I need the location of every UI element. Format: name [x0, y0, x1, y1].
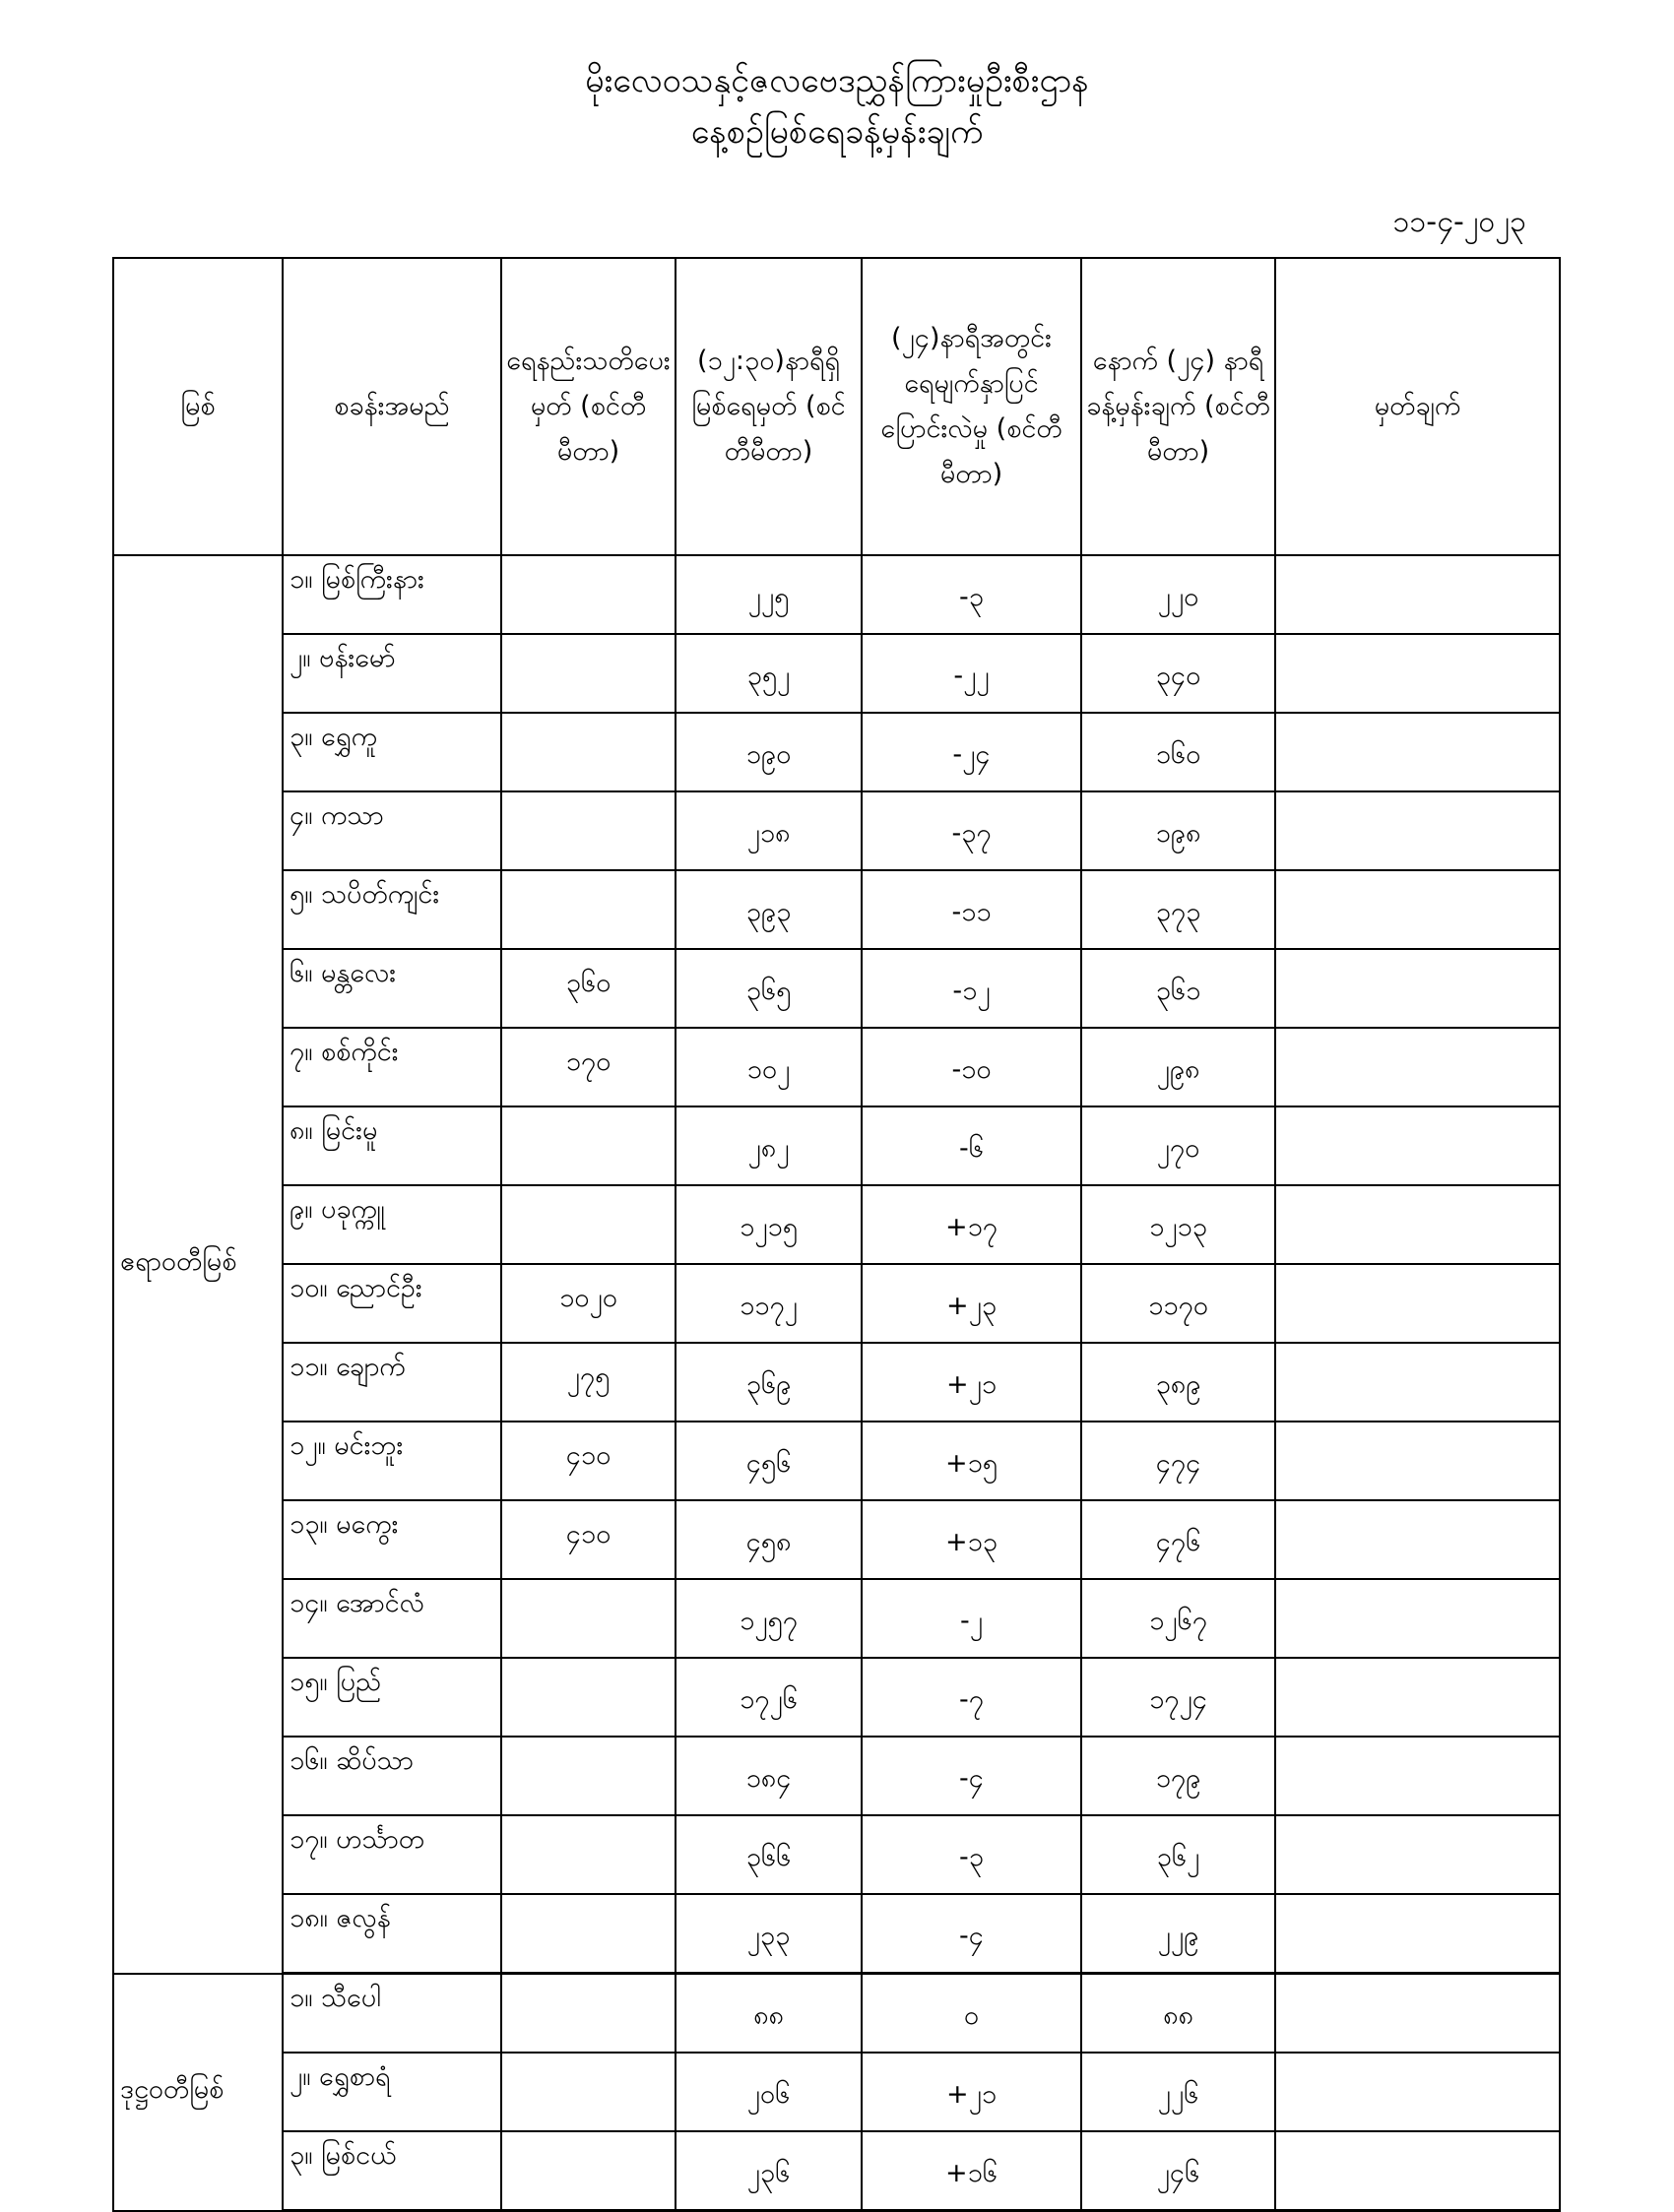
observed-level-cell: ၃၆၅: [676, 949, 862, 1028]
observed-level-cell: ၃၆၆: [676, 1815, 862, 1894]
observed-level-cell: ၂၀၆: [676, 2053, 862, 2131]
level-change-cell: -၃၇: [862, 791, 1081, 870]
level-change-cell: -၃: [862, 555, 1081, 634]
station-cell: ၃။ မြစ်ငယ်: [283, 2131, 501, 2211]
header-warning-level: ရေနည်းသတိပေးမှတ် (စင်တီမီတာ): [501, 258, 676, 555]
station-cell: ၁၅။ ပြည်: [283, 1658, 501, 1737]
warning-level-cell: [501, 1974, 676, 2054]
observed-level-cell: ၂၃၆: [676, 2131, 862, 2211]
warning-level-cell: [501, 1894, 676, 1974]
observed-level-cell: ၁၂၅၇: [676, 1579, 862, 1658]
level-change-cell: -၄: [862, 1737, 1081, 1815]
level-change-cell: +၂၁: [862, 1343, 1081, 1422]
warning-level-cell: [501, 1658, 676, 1737]
table-row: [113, 713, 1560, 791]
table-row: [113, 1500, 1560, 1579]
river-name-cell: ဧရာဝတီမြစ်: [113, 555, 283, 1974]
level-change-cell: +၁၆: [862, 2131, 1081, 2211]
station-cell: ၁။ မြစ်ကြီးနား: [283, 555, 501, 634]
station-cell: ၁၃။ မကွေး: [283, 1500, 501, 1579]
forecast-level-cell: ၈၈: [1081, 1974, 1275, 2054]
forecast-level-cell: ၄၇၆: [1081, 1500, 1275, 1579]
remarks-cell: [1275, 2053, 1560, 2131]
level-change-cell: +၂၁: [862, 2053, 1081, 2131]
table-row: [113, 1974, 1560, 2054]
forecast-level-cell: ၁၇၉: [1081, 1737, 1275, 1815]
observed-level-cell: ၂၈၂: [676, 1106, 862, 1185]
level-change-cell: -၁၂: [862, 949, 1081, 1028]
warning-level-cell: ၂၇၅: [501, 1343, 676, 1422]
observed-level-cell: ၄၅၈: [676, 1500, 862, 1579]
warning-level-cell: [501, 1185, 676, 1264]
level-change-cell: -၂၂: [862, 634, 1081, 713]
forecast-level-cell: ၃၆၂: [1081, 1815, 1275, 1894]
level-change-cell: ၀: [862, 1974, 1081, 2054]
level-change-cell: +၁၇: [862, 1185, 1081, 1264]
header-observed-level: (၁၂:၃၀)နာရီရှိ မြစ်ရေမှတ် (စင်တီမီတာ): [676, 258, 862, 555]
warning-level-cell: ၄၁၀: [501, 1500, 676, 1579]
station-cell: ၁၇။ ဟင်္သာတ: [283, 1815, 501, 1894]
remarks-cell: [1275, 1185, 1560, 1264]
forecast-level-cell: ၁၇၂၄: [1081, 1658, 1275, 1737]
warning-level-cell: [501, 791, 676, 870]
observed-level-cell: ၁၁၇၂: [676, 1264, 862, 1343]
remarks-cell: [1275, 2131, 1560, 2211]
forecast-table: [112, 257, 1561, 2212]
warning-level-cell: [501, 870, 676, 949]
observed-level-cell: ၃၆၉: [676, 1343, 862, 1422]
warning-level-cell: [501, 1737, 676, 1815]
report-date: ၁၁-၄-၂၀၂၃: [1392, 205, 1526, 239]
station-cell: ၂။ ရွှေစာရံ: [283, 2053, 501, 2131]
remarks-cell: [1275, 1422, 1560, 1500]
station-cell: ၁၂။ မင်းဘူး: [283, 1422, 501, 1500]
level-change-cell: -၄: [862, 1894, 1081, 1974]
remarks-cell: [1275, 870, 1560, 949]
table-row: [113, 1737, 1560, 1815]
warning-level-cell: ၁၇၀: [501, 1028, 676, 1106]
station-cell: ၅။ သပိတ်ကျင်း: [283, 870, 501, 949]
observed-level-cell: ၁၀၂: [676, 1028, 862, 1106]
warning-level-cell: [501, 555, 676, 634]
warning-level-cell: [501, 713, 676, 791]
observed-level-cell: ၁၇၂၆: [676, 1658, 862, 1737]
remarks-cell: [1275, 1264, 1560, 1343]
table-row: [113, 1264, 1560, 1343]
header-remarks: မှတ်ချက်: [1275, 258, 1560, 555]
station-cell: ၁၀။ ညောင်ဦး: [283, 1264, 501, 1343]
table-row: [113, 2131, 1560, 2211]
observed-level-cell: ၄၅၆: [676, 1422, 862, 1500]
level-change-cell: -၆: [862, 1106, 1081, 1185]
table-body: [113, 555, 1560, 2211]
remarks-cell: [1275, 1106, 1560, 1185]
remarks-cell: [1275, 713, 1560, 791]
table-header-row: [113, 258, 1560, 555]
station-cell: ၉။ ပခုက္ကူ: [283, 1185, 501, 1264]
station-cell: ၇။ စစ်ကိုင်း: [283, 1028, 501, 1106]
warning-level-cell: [501, 2131, 676, 2211]
station-cell: ၆။ မန္တလေး: [283, 949, 501, 1028]
page-subtitle: နေ့စဉ်မြစ်ရေခန့်မှန်းချက်: [690, 112, 984, 152]
level-change-cell: -၁၀: [862, 1028, 1081, 1106]
station-cell: ၁၁။ ချောက်: [283, 1343, 501, 1422]
observed-level-cell: ၁၂၁၅: [676, 1185, 862, 1264]
level-change-cell: -၂၄: [862, 713, 1081, 791]
remarks-cell: [1275, 1737, 1560, 1815]
level-change-cell: +၂၃: [862, 1264, 1081, 1343]
forecast-level-cell: ၄၇၄: [1081, 1422, 1275, 1500]
station-cell: ၁။ သီပေါ: [283, 1974, 501, 2054]
forecast-level-cell: ၃၄၀: [1081, 634, 1275, 713]
forecast-level-cell: ၁၁၇၀: [1081, 1264, 1275, 1343]
station-cell: ၂။ ဗန်းမော်: [283, 634, 501, 713]
forecast-level-cell: ၃၆၁: [1081, 949, 1275, 1028]
table-row: [113, 1185, 1560, 1264]
remarks-cell: [1275, 1658, 1560, 1737]
level-change-cell: -၁၁: [862, 870, 1081, 949]
station-cell: ၈။ မြင်းမူ: [283, 1106, 501, 1185]
warning-level-cell: ၄၁၀: [501, 1422, 676, 1500]
observed-level-cell: ၂၃၃: [676, 1894, 862, 1974]
remarks-cell: [1275, 1815, 1560, 1894]
station-cell: ၄။ ကသာ: [283, 791, 501, 870]
level-change-cell: +၁၃: [862, 1500, 1081, 1579]
warning-level-cell: [501, 1106, 676, 1185]
forecast-level-cell: ၃၇၃: [1081, 870, 1275, 949]
header-level-change: (၂၄)နာရီအတွင်း ရေမျက်နှာပြင် ပြောင်းလဲမှု (စင်တီမီတာ): [862, 258, 1081, 555]
river-name-cell: ဒုဋ္ဌဝတီမြစ်: [113, 1974, 283, 2211]
remarks-cell: [1275, 1343, 1560, 1422]
forecast-level-cell: ၁၉၈: [1081, 791, 1275, 870]
station-cell: ၃။ ရွှေကူ: [283, 713, 501, 791]
table-row: [113, 949, 1560, 1028]
warning-level-cell: ၃၆၀: [501, 949, 676, 1028]
warning-level-cell: [501, 634, 676, 713]
forecast-level-cell: ၂၂၆: [1081, 2053, 1275, 2131]
observed-level-cell: ၈၈: [676, 1974, 862, 2054]
observed-level-cell: ၂၂၅: [676, 555, 862, 634]
station-cell: ၁၈။ ဇလွန်: [283, 1894, 501, 1974]
observed-level-cell: ၃၅၂: [676, 634, 862, 713]
remarks-cell: [1275, 634, 1560, 713]
remarks-cell: [1275, 791, 1560, 870]
table-row: [113, 634, 1560, 713]
forecast-level-cell: ၂၉၈: [1081, 1028, 1275, 1106]
header-station: စခန်းအမည်: [283, 258, 501, 555]
table-row: [113, 870, 1560, 949]
level-change-cell: -၃: [862, 1815, 1081, 1894]
table-row: [113, 1815, 1560, 1894]
forecast-level-cell: ၂၇၀: [1081, 1106, 1275, 1185]
forecast-level-cell: ၁၂၁၃: [1081, 1185, 1275, 1264]
level-change-cell: -၂: [862, 1579, 1081, 1658]
station-cell: ၁၆။ ဆိပ်သာ: [283, 1737, 501, 1815]
table-row: [113, 1343, 1560, 1422]
observed-level-cell: ၃၉၃: [676, 870, 862, 949]
header-river: မြစ်: [113, 258, 283, 555]
remarks-cell: [1275, 555, 1560, 634]
warning-level-cell: ၁၀၂၀: [501, 1264, 676, 1343]
table-row: [113, 1894, 1560, 1974]
station-cell: ၁၄။ အောင်လံ: [283, 1579, 501, 1658]
remarks-cell: [1275, 1500, 1560, 1579]
forecast-level-cell: ၃၈၉: [1081, 1343, 1275, 1422]
forecast-level-cell: ၂၂၀: [1081, 555, 1275, 634]
level-change-cell: -၇: [862, 1658, 1081, 1737]
table-row: [113, 1658, 1560, 1737]
remarks-cell: [1275, 1894, 1560, 1974]
table-row: [113, 555, 1560, 634]
observed-level-cell: ၁၉၀: [676, 713, 862, 791]
remarks-cell: [1275, 1579, 1560, 1658]
forecast-level-cell: ၁၂၆၇: [1081, 1579, 1275, 1658]
remarks-cell: [1275, 1028, 1560, 1106]
table-row: [113, 1028, 1560, 1106]
level-change-cell: +၁၅: [862, 1422, 1081, 1500]
table-row: [113, 2053, 1560, 2131]
warning-level-cell: [501, 1579, 676, 1658]
header-forecast-level: နောက် (၂၄) နာရီ ခန့်မှန်းချက် (စင်တီမီတာ): [1081, 258, 1275, 555]
page-title: မိုးလေဝသနှင့်ဇလဗေဒညွှန်ကြားမှုဦးစီးဌာန: [585, 61, 1089, 100]
warning-level-cell: [501, 2053, 676, 2131]
warning-level-cell: [501, 1815, 676, 1894]
forecast-level-cell: ၂၂၉: [1081, 1894, 1275, 1974]
remarks-cell: [1275, 949, 1560, 1028]
forecast-level-cell: ၁၆၀: [1081, 713, 1275, 791]
remarks-cell: [1275, 1974, 1560, 2054]
observed-level-cell: ၁၈၄: [676, 1737, 862, 1815]
observed-level-cell: ၂၁၈: [676, 791, 862, 870]
table-row: [113, 1422, 1560, 1500]
table-row: [113, 791, 1560, 870]
forecast-level-cell: ၂၄၆: [1081, 2131, 1275, 2211]
table-row: [113, 1579, 1560, 1658]
table-row: [113, 1106, 1560, 1185]
